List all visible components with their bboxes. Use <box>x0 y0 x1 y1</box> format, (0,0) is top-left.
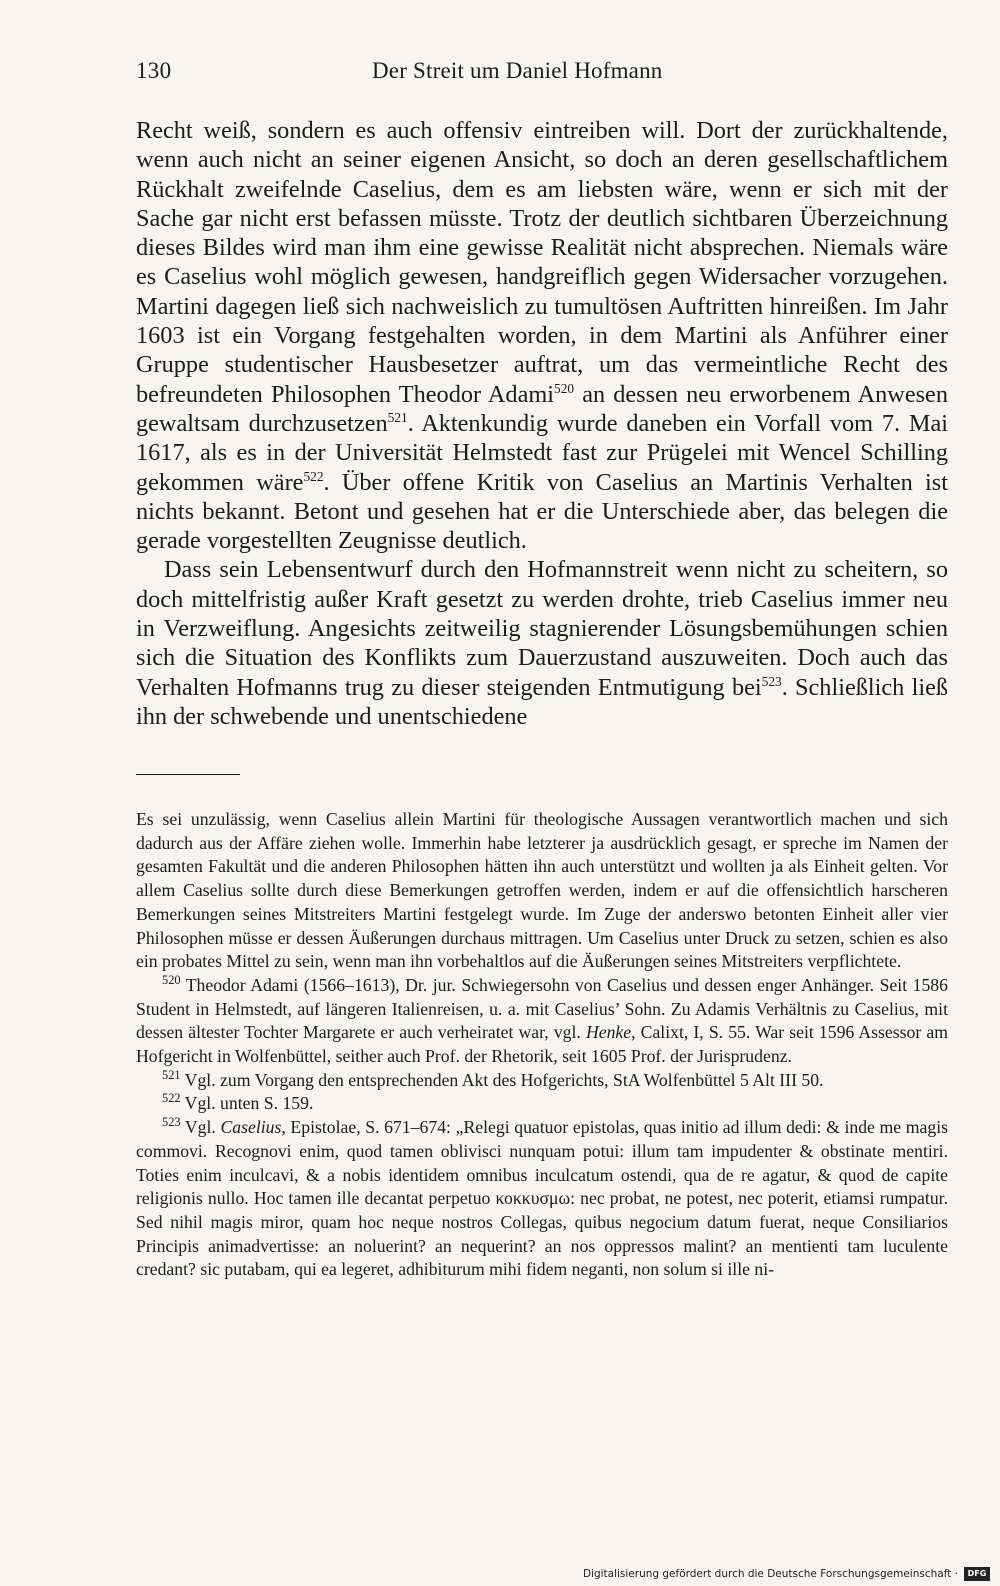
footnote-text: , Calixt, I, S. 55. War seit 1596 Assessor am Hofgericht in Wolfenbüttel, seither auch Prof. der Rhetorik, seit 1605 Prof. der Jurisprudenz. <box>136 1022 948 1067</box>
footnote-text: Vgl. <box>180 1117 221 1138</box>
footnote-ref-520[interactable]: 520 <box>554 380 575 396</box>
footnote-text: Vgl. unten S. 159. <box>180 1093 314 1114</box>
footnote-continued: Es sei unzulässig, wenn Caselius allein Martini für theologische Aussagen verantwortlich machen und sich dadurch aus der Affäre ziehen wolle. Immerhin habe letzterer ja ausdrücklich gesagt, er spreche im Namen der gesamten Fakultät und die anderen Philosophen hätten ihn auch unterstützt und wollten ja als Einheit gelten. Vor allem Caselius sollte durch diese Bemerkungen getroffen werden, indem er auf die offensichtlich harscheren Bemerkungen seines Mitstreiters Martini festgelegt wurde. Im Zuge der anderswo betonten Einheit aller vier Philosophen müsse er dessen Äußerungen durchaus mittragen. Um Caselius unter Druck zu setzen, schien es also ein probates Mittel zu sein, wenn man ihn vorbehaltlos auf die Äußerungen seines Mitstreiters verpflichtete. <box>136 809 948 972</box>
footnote-number: 520 <box>162 973 181 988</box>
footnote-text: Theodor Adami (1566–1613), Dr. jur. Schwiegersohn von Caselius und dessen enger Anhänger. Seit 1586 Student in Helmstedt, auf längeren Italienreisen, u. a. mit Caselius’ Sohn. Zu Adamis Verhältnis zu Caselius, mit dessen ältester Tochter Margarete er auch verheiratet war, vgl. <box>136 974 948 1043</box>
footnote-ref-521[interactable]: 521 <box>387 409 408 425</box>
footnote-ref-522[interactable]: 522 <box>303 468 324 484</box>
text-segment: Recht weiß, sondern es auch offensiv eintreiben will. Dort der zurückhaltende, wenn auch nicht an seiner eigenen Ansicht, so doch an deren gesellschaftlichem Rückhalt zweifelnde Caselius, dem es am liebsten wäre, wenn er sich mit der Sache gar nicht erst befassen müsste. Trotz der deutlich sichtbaren Überzeichnung dieses Bildes wird man ihm eine gewisse Realität nicht absprechen. Niemals wäre es Caselius wohl möglich gewesen, handgreiflich gegen Widersacher vorzugehen. Martini dagegen ließ sich nachweislich zu tumultösen Auftritten hinreißen. Im Jahr 1603 ist ein Vorgang festgehalten worden, in dem Martini als Anführer einer Gruppe studentischer Hausbesetzer auftrat, um das vermeintliche Recht des befreundeten Philosophen Theodor Adami <box>136 117 948 408</box>
paragraph-2 <box>136 555 948 731</box>
author-name: Henke <box>585 1022 632 1043</box>
footnote-number: 523 <box>162 1115 181 1130</box>
author-name: Caselius <box>220 1117 282 1138</box>
footnote-number: 521 <box>162 1067 181 1082</box>
dfg-logo: DFG <box>964 1567 990 1581</box>
footnote-text: , Epistolae, S. 671–674: „Relegi quatuor epistolas, quas initio ad illum dedi: & inde me magis commovi. Recognovi enim, quod tamen oblivisci nunquam potui: illum tam impudenter & obstinate mentiri. Toties enim inculcavi, & a nobis identidem omnibus inculcatum ostendi, qua de re agatur, & quod de capite religionis nullo. Hoc tamen ille decantat perpetuo κοκκυσμω: nec probat, ne potest, nec poterit, etiamsi rumpatur. Sed nihil magis miror, quam hoc neque nostros Collegas, quibus negocium datum fuerat, neque Consiliarios Principis animadvertisse: an noluerint? an nequerint? an nos oppressos malint? an mentienti tam luculente credant? sic putabam, qui ea legeret, adhibiturum mihi fidem neganti, non solum si ille ni- <box>136 1117 948 1280</box>
footnote-text: Vgl. zum Vorgang den entsprechenden Akt des Hofgerichts, StA Wolfenbüttel 5 Alt III 50. <box>180 1069 824 1090</box>
text-segment: Dass sein Lebensentwurf durch den Hofmannstreit wenn nicht zu scheitern, so doch mittelfristig außer Kraft gesetzt zu werden drohte, trieb Caselius immer neu in Verzweiflung. Angesichts zeitweilig stagnierender Lösungsbemühungen schien sich die Situation des Konflikts zum Dauerzustand auszuweiten. Doch auch das Verhalten Hofmanns trug zu dieser steigenden Entmutigung bei <box>136 556 948 701</box>
running-head: Der Streit um Daniel Hofmann <box>372 58 663 83</box>
text-segment: . Schließlich ließ ihn der schwebende und unentschiedene <box>136 673 949 730</box>
page-number: 130 <box>136 58 172 83</box>
paragraph-1 <box>136 116 948 555</box>
text-segment: . Aktenkundig wurde daneben ein Vorfall vom 7. Mai 1617, als es in der Universität Helmstedt fast zur Prügelei mit Wencel Schilling gekommen wäre <box>136 409 948 496</box>
footnote-520 <box>136 974 948 1069</box>
footnote-522 <box>136 1092 948 1116</box>
footnote-number: 522 <box>162 1091 181 1106</box>
text-segment: . Über offene Kritik von Caselius an Martinis Verhalten ist nichts bekannt. Betont und gesehen hat er die Unterschiede aber, das belegen die gerade vorgestellten Zeugnisse deutlich. <box>136 468 948 555</box>
footnote-divider <box>136 774 240 775</box>
footnote-521 <box>136 1069 948 1093</box>
digitization-notice: Digitalisierung gefördert durch die Deutsche Forschungsgemeinschaft · <box>582 1568 958 1580</box>
text-segment: an dessen neu erworbenem Anwesen gewaltsam durchzusetzen <box>136 380 948 437</box>
footnote-523 <box>136 1116 948 1282</box>
footnotes <box>136 808 948 1282</box>
body-text <box>136 116 948 731</box>
footnote-ref-523[interactable]: 523 <box>761 673 782 689</box>
